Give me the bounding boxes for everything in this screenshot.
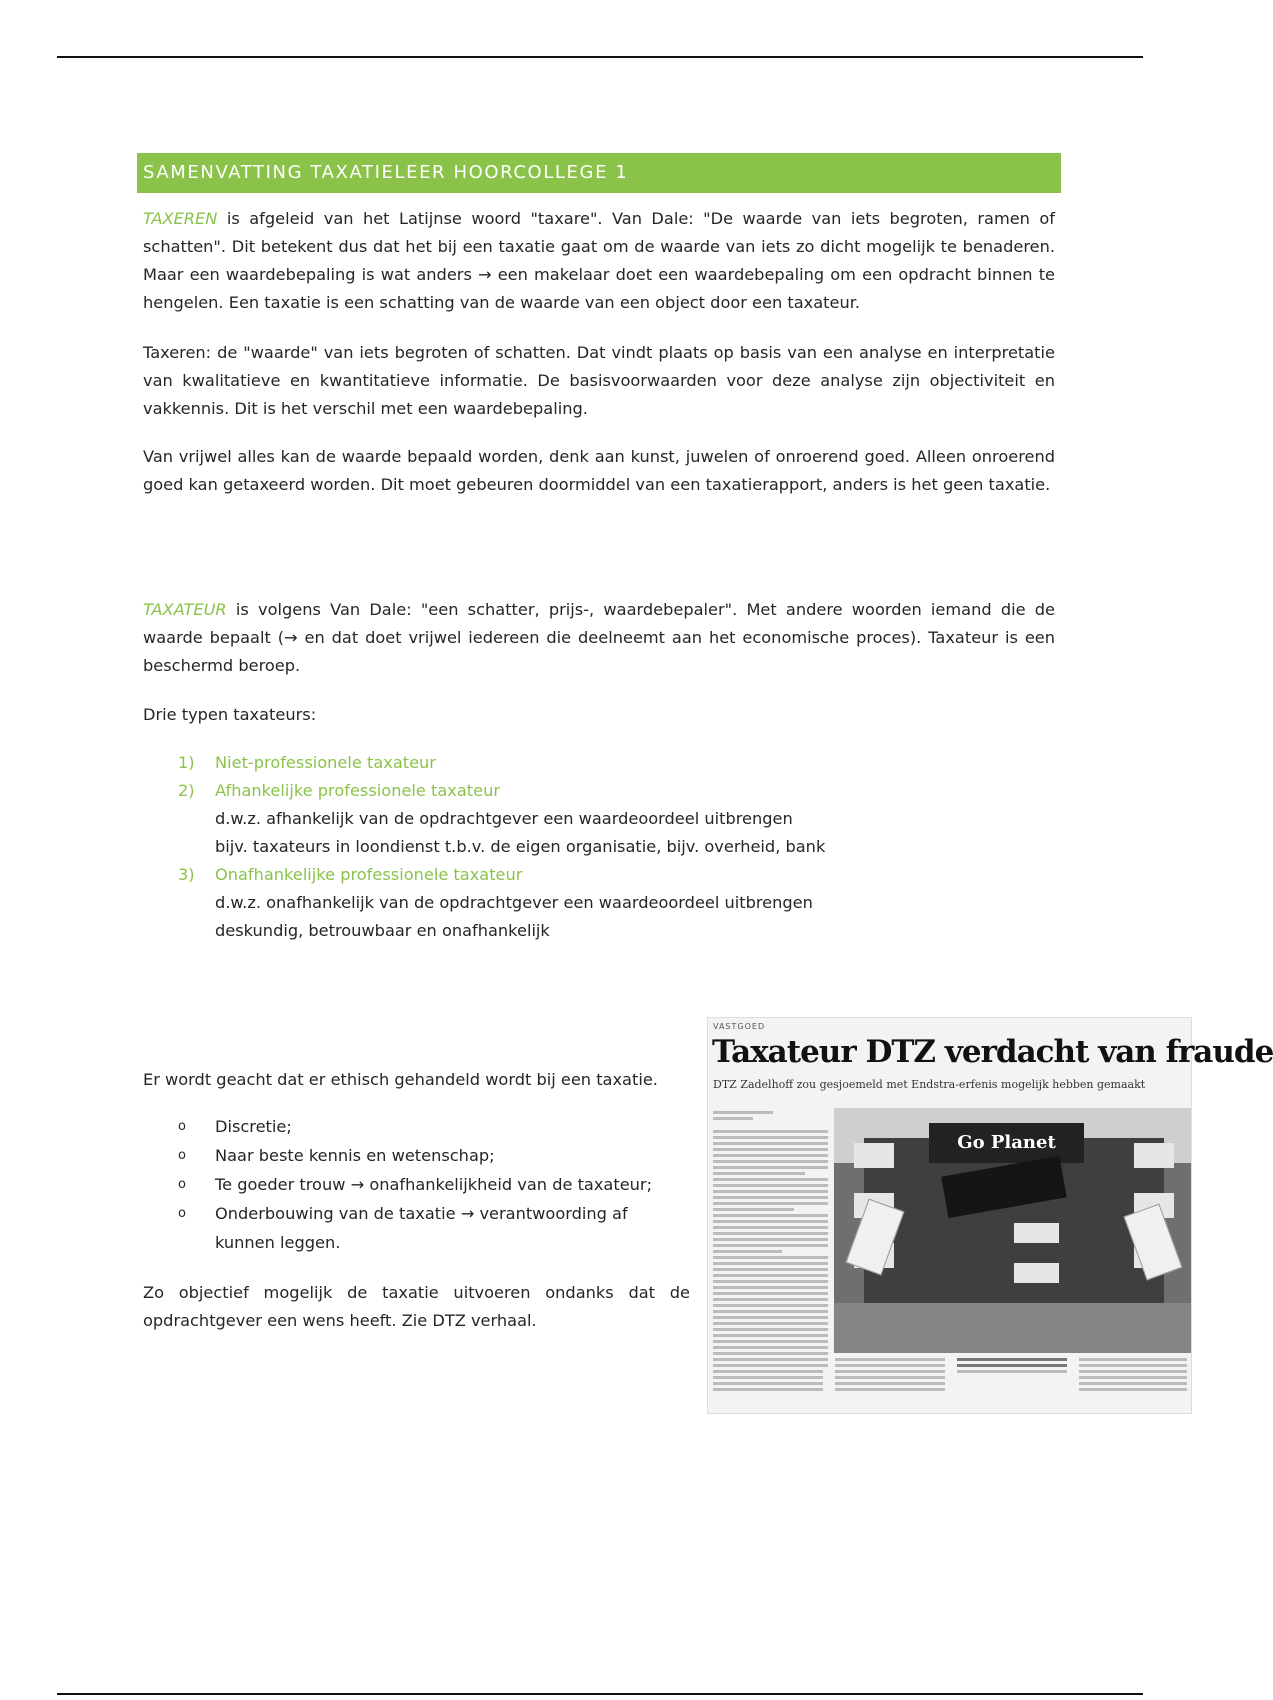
news-photo	[834, 1108, 1191, 1353]
list-item	[178, 1112, 678, 1141]
term-taxeren: TAXEREN	[143, 209, 218, 228]
type-description: d.w.z. onafhankelijk van de opdrachtgever een waardeoordeel uitbrengen	[215, 893, 813, 912]
list-item	[178, 749, 878, 777]
footer-rule	[57, 1693, 1143, 1695]
list-item	[178, 1170, 678, 1199]
list-item	[178, 861, 878, 945]
news-bottom-columns	[713, 1358, 1188, 1410]
term-taxateur: TAXATEUR	[143, 600, 227, 619]
type-label: Niet-professionele taxateur	[215, 753, 436, 772]
type-label: Onafhankelijke professionele taxateur	[215, 865, 523, 884]
news-byline-lines	[713, 1111, 823, 1125]
list-number: 2)	[178, 781, 195, 800]
bullet-text: Discretie;	[215, 1117, 292, 1136]
type-example: bijv. taxateurs in loondienst t.b.v. de eigen organisatie, bijv. overheid, bank	[215, 837, 826, 856]
header-rule	[57, 56, 1143, 58]
list-item	[178, 777, 878, 861]
photo-sign: Go Planet	[929, 1123, 1084, 1163]
bullet-icon: o	[178, 1119, 186, 1134]
news-column-text	[713, 1130, 828, 1370]
list-item	[178, 1199, 678, 1257]
paragraph-taxeren-text: is afgeleid van het Latijnse woord "taxare". Van Dale: "De waarde van iets begroten, ramen of schatten". Dit betekent dus dat het bij een taxatie gaat om de waarde van iets zo dicht mogelijk te benaderen. Maar een waardebepaling is wat anders → een makelaar doet een waardebepaling om een opdracht binnen te hengelen. Een taxatie is een schatting van de waarde van een object door een taxateur.	[143, 209, 1055, 312]
bullet-text: Te goeder trouw → onafhankelijkheid van de taxateur;	[215, 1175, 653, 1194]
type-qualities: deskundig, betrouwbaar en onafhankelijk	[215, 921, 550, 940]
paragraph-taxeren	[143, 205, 1055, 317]
paragraph-definition: Taxeren: de "waarde" van iets begroten of schatten. Dat vindt plaats op basis van een analyse en interpretatie van kwalitatieve en kwantitatieve informatie. De basisvoorwaarden voor deze analyse zijn objectiviteit en vakkennis. Dit is het verschil met een waardebepaling.	[143, 343, 1055, 418]
type-label: Afhankelijke professionele taxateur	[215, 781, 500, 800]
bullet-icon: o	[178, 1177, 186, 1192]
ethics-bullet-list	[178, 1112, 678, 1257]
news-kicker: VASTGOED	[713, 1022, 766, 1031]
paragraph-taxateur-text: is volgens Van Dale: "een schatter, prijs-, waardebepaler". Met andere woorden iemand die de waarde bepaalt (→ en dat doet vrijwel iedereen die deelneemt aan het economische proces). Taxateur is een beschermd beroep.	[143, 600, 1055, 675]
list-item	[178, 1141, 678, 1170]
paragraph-dtz: Zo objectief mogelijk de taxatie uitvoeren ondanks dat de opdrachtgever een wens heeft. Zie DTZ verhaal.	[143, 1283, 690, 1330]
bullet-icon: o	[178, 1148, 186, 1163]
paragraph-ethics: Er wordt geacht dat er ethisch gehandeld wordt bij een taxatie.	[143, 1070, 658, 1089]
bullet-text: Naar beste kennis en wetenschap;	[215, 1146, 495, 1165]
type-description: d.w.z. afhankelijk van de opdrachtgever een waardeoordeel uitbrengen	[215, 809, 793, 828]
bullet-text: Onderbouwing van de taxatie → verantwoording af kunnen leggen.	[215, 1204, 628, 1252]
news-subheadline: DTZ Zadelhoff zou gesjoemeld met Endstra-erfenis mogelijk hebben gemaakt	[713, 1078, 1146, 1091]
news-headline: Taxateur DTZ verdacht van fraude	[712, 1034, 1273, 1070]
list-number: 1)	[178, 753, 195, 772]
taxateur-types-list	[178, 749, 878, 945]
section-banner: SAMENVATTING TAXATIELEER HOORCOLLEGE 1	[137, 153, 1061, 193]
types-intro: Drie typen taxateurs:	[143, 705, 317, 724]
bullet-icon: o	[178, 1206, 186, 1221]
paragraph-onroerend-goed: Van vrijwel alles kan de waarde bepaald worden, denk aan kunst, juwelen of onroerend goed. Alleen onroerend goed kan getaxeerd worden. Dit moet gebeuren doormiddel van een taxatierapport, anders is het geen taxatie.	[143, 447, 1055, 494]
paragraph-taxateur	[143, 596, 1055, 680]
list-number: 3)	[178, 865, 195, 884]
newspaper-clipping	[707, 1017, 1273, 1414]
